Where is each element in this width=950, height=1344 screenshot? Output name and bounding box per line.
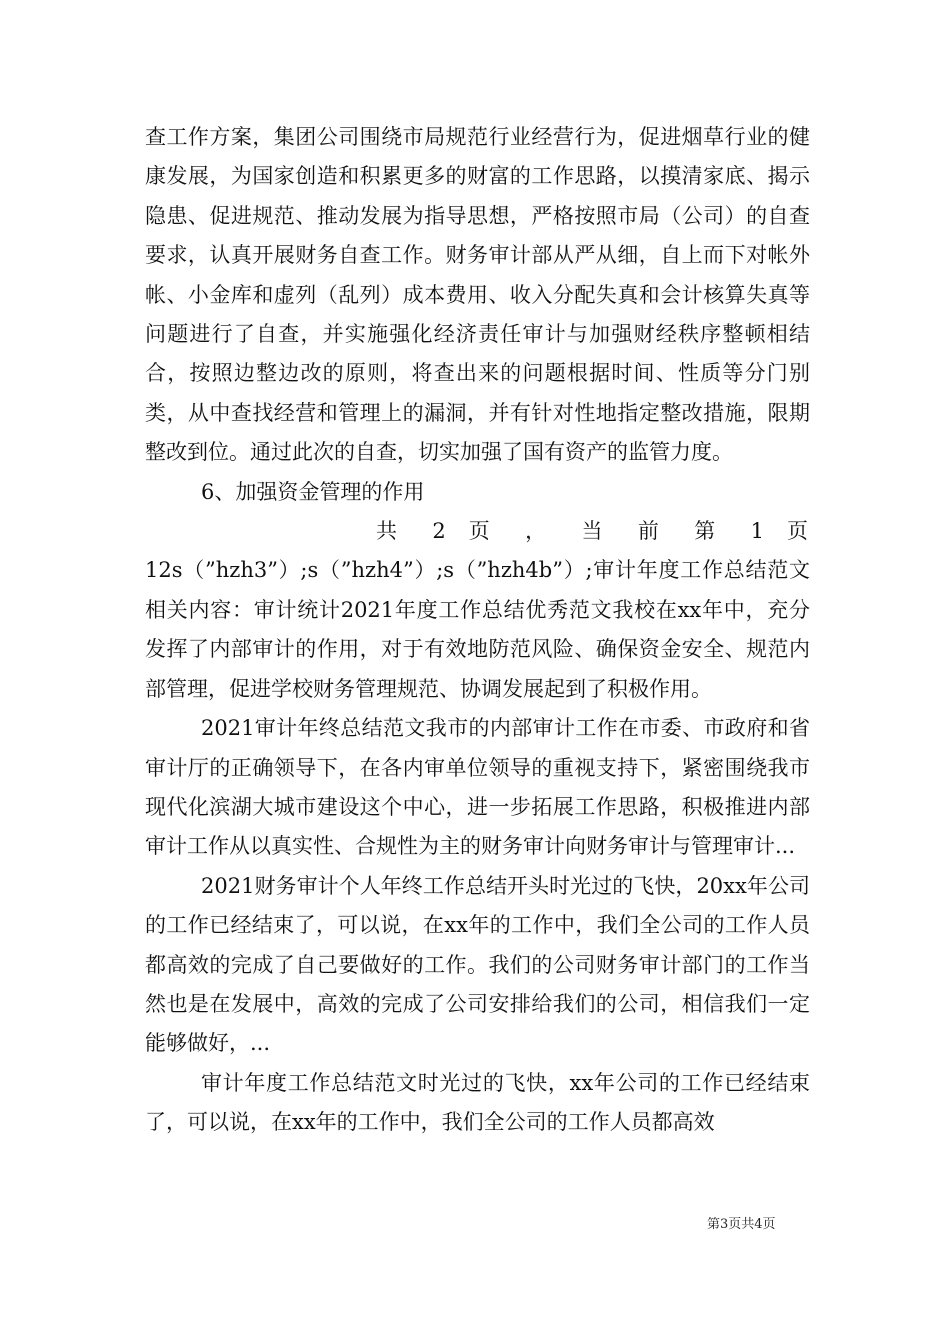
section-heading-fund-management: 6、加强资金管理的作用 [201,479,425,504]
document-body [145,118,810,1143]
paragraph-audit-selfcheck: 查工作方案，集团公司围绕市局规范行业经营行为，促进烟草行业的健康发展，为国家创造和积累更多的财富的工作思路，以摸清家底、揭示隐患、促进规范、推动发展为指导思想，严格按照市局（公司）的自查要求，认真开展财务自查工作。财务审计部从严从细，自上而下对帐外帐、小金库和虚列（乱列）成本费用、收入分配失真和会计核算失真等问题进行了自查，并实施强化经济责任审计与加强财经秩序整顿相结合，按照边整边改的原则，将查出来的问题根据时间、性质等分门别类，从中查找经营和管理上的漏洞，并有针对性地指定整改措施，限期整改到位。通过此次的自查，切实加强了国有资产的监管力度。 [145,125,810,465]
paragraph-personal-summary: 2021财务审计个人年终工作总结开头时光过的飞快，20xx年公司的工作已经结束了，可以说，在xx年的工作中，我们全公司的工作人员都高效的完成了自己要做好的工作。我们的公司财务审计部门的工作当然也是在发展中，高效的完成了公司安排给我们的公司，相信我们一定能够做好，... [145,873,810,1056]
page-count-line: 共 2 页 ， 当 前 第 1 页 [376,519,810,544]
paragraph-related-content: 12s（”hzh3”）;s（”hzh4”）;s（”hzh4b”）;审计年度工作总结范文相关内容：审计统计2021年度工作总结优秀范文我校在xx年中，充分发挥了内部审计的作用，对于有效地防范风险、确保资金安全、规范内部管理，促进学校财务管理规范、协调发展起到了积极作用。 [145,558,810,701]
paragraph-annual-summary: 审计年度工作总结范文时光过的飞快，xx年公司的工作已经结束了，可以说，在xx年的工作中，我们全公司的工作人员都高效 [145,1070,810,1135]
page-footer-indicator: 第3页共4页 [707,1217,776,1232]
paragraph-year-end-summary: 2021审计年终总结范文我市的内部审计工作在市委、市政府和省审计厅的正确领导下，在各内审单位领导的重视支持下，紧密围绕我市现代化滨湖大城市建设这个中心，进一步拓展工作思路，积极推进内部审计工作从以真实性、合规性为主的财务审计向财务审计与管理审计... [145,716,810,859]
